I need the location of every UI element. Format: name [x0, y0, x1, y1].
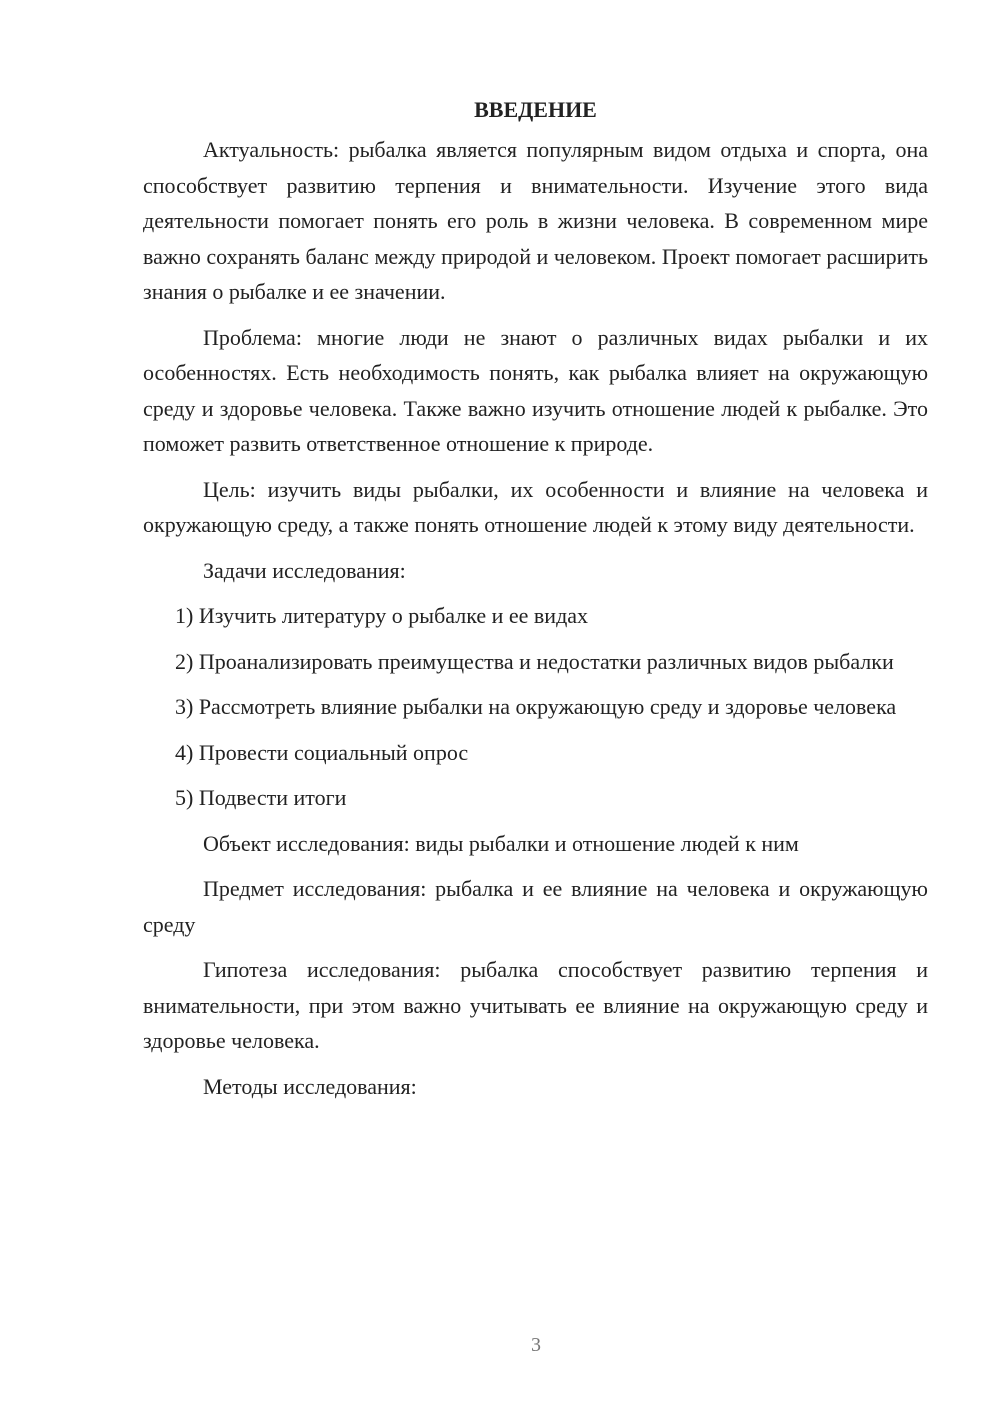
task-item: 1) Изучить литературу о рыбалке и ее видах [175, 603, 589, 628]
paragraph-hypothesis: Гипотеза исследования: рыбалка способствует развитию терпения и внимательности, при этом важно учитывать ее влияние на окружающую среду и здоровье человека. [143, 957, 928, 1053]
task-item: 4) Провести социальный опрос [175, 739, 469, 765]
paragraph-object: Объект исследования: виды рыбалки и отношение людей к ним [203, 830, 799, 856]
paragraph-goal: Цель: изучить виды рыбалки, их особенности и влияние на человека и окружающую среду, а также понять отношение людей к этому виду деятельности. [143, 476, 928, 537]
paragraph-relevance: Актуальность: рыбалка является популярным видом отдыха и спорта, она способствует развитию терпения и внимательности. Изучение этого вида деятельности помогает понять его роль в жизни человека. В современном мире важно сохранять баланс между природой и человеком. Проект помогает расширить знания о рыбалке и ее значении. [143, 137, 928, 304]
task-item: 3) Рассмотреть влияние рыбалки на окружающую среду и здоровье человека [175, 694, 897, 719]
paragraph-subject: Предмет исследования: рыбалка и ее влияние на человека и окружающую среду [143, 876, 928, 937]
section-title: ВВЕДЕНИЕ [474, 97, 597, 122]
document-page [143, 94, 928, 1114]
task-item: 2) Проанализировать преимущества и недостатки различных видов рыбалки [175, 648, 894, 674]
paragraph-tasks-heading: Задачи исследования: [203, 557, 406, 583]
task-item: 5) Подвести итоги [175, 785, 347, 810]
page-number: 3 [531, 1334, 541, 1356]
paragraph-methods: Методы исследования: [203, 1073, 417, 1099]
paragraph-problem: Проблема: многие люди не знают о различных видах рыбалки и их особенностях. Есть необходимость понять, как рыбалка влияет на окружающую среду и здоровье человека. Также важно изучить отношение людей к рыбалке. Это поможет развить ответственное отношение к природе. [143, 324, 928, 456]
